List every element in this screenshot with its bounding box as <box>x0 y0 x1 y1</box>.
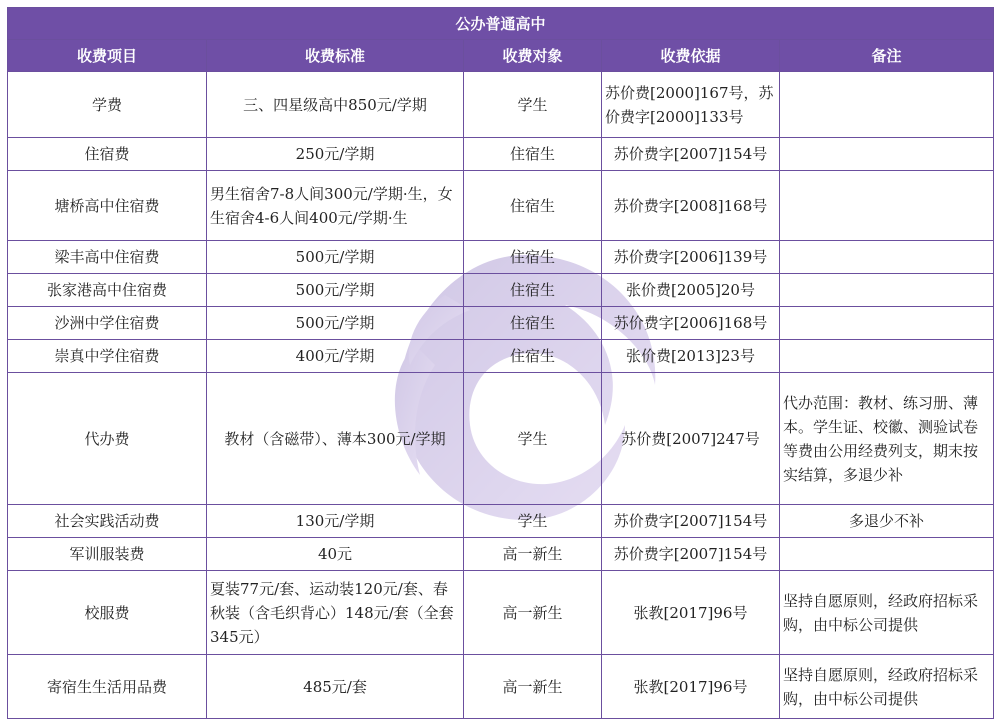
table-row <box>8 241 994 274</box>
cell-note <box>780 138 994 171</box>
cell-note: 代办范围：教材、练习册、薄本。学生证、校徽、测验试卷等费由公用经费列支，期末按实结算，多退少补 <box>780 373 994 505</box>
cell-target: 学生 <box>464 505 602 538</box>
cell-standard: 130元/学期 <box>207 505 464 538</box>
cell-item: 崇真中学住宿费 <box>8 340 207 373</box>
cell-standard: 三、四星级高中850元/学期 <box>207 72 464 138</box>
cell-basis: 苏价费字[2007]154号 <box>602 538 780 571</box>
cell-note <box>780 72 994 138</box>
cell-basis: 苏价费字[2006]168号 <box>602 307 780 340</box>
cell-note <box>780 538 994 571</box>
fee-table-container <box>7 7 993 719</box>
table-row <box>8 655 994 719</box>
cell-standard: 男生宿舍7-8人间300元/学期·生，女生宿舍4-6人间400元/学期·生 <box>207 171 464 241</box>
cell-note: 坚持自愿原则，经政府招标采购，由中标公司提供 <box>780 571 994 655</box>
cell-item: 塘桥高中住宿费 <box>8 171 207 241</box>
cell-basis: 苏价费字[2006]139号 <box>602 241 780 274</box>
cell-basis: 张教[2017]96号 <box>602 655 780 719</box>
cell-standard: 500元/学期 <box>207 241 464 274</box>
cell-standard: 250元/学期 <box>207 138 464 171</box>
cell-target: 住宿生 <box>464 171 602 241</box>
cell-basis: 苏价费[2007]247号 <box>602 373 780 505</box>
cell-standard: 500元/学期 <box>207 274 464 307</box>
cell-basis: 苏价费字[2007]154号 <box>602 505 780 538</box>
table-row <box>8 171 994 241</box>
cell-standard: 40元 <box>207 538 464 571</box>
table-body <box>8 72 994 719</box>
cell-basis: 苏价费字[2007]154号 <box>602 138 780 171</box>
cell-target: 住宿生 <box>464 340 602 373</box>
cell-item: 代办费 <box>8 373 207 505</box>
cell-target: 住宿生 <box>464 241 602 274</box>
cell-target: 住宿生 <box>464 307 602 340</box>
table-row <box>8 538 994 571</box>
cell-target: 高一新生 <box>464 571 602 655</box>
cell-item: 张家港高中住宿费 <box>8 274 207 307</box>
table-row <box>8 274 994 307</box>
cell-item: 住宿费 <box>8 138 207 171</box>
cell-note: 坚持自愿原则，经政府招标采购，由中标公司提供 <box>780 655 994 719</box>
cell-standard: 500元/学期 <box>207 307 464 340</box>
cell-item: 社会实践活动费 <box>8 505 207 538</box>
cell-standard: 485元/套 <box>207 655 464 719</box>
cell-item: 梁丰高中住宿费 <box>8 241 207 274</box>
cell-note: 多退少不补 <box>780 505 994 538</box>
header-item: 收费项目 <box>8 40 207 72</box>
cell-target: 高一新生 <box>464 655 602 719</box>
cell-standard: 夏装77元/套、运动装120元/套、春秋装（含毛织背心）148元/套（全套345元） <box>207 571 464 655</box>
table-row <box>8 307 994 340</box>
cell-target: 学生 <box>464 72 602 138</box>
table-row <box>8 138 994 171</box>
table-row <box>8 505 994 538</box>
cell-item: 军训服装费 <box>8 538 207 571</box>
table-row <box>8 571 994 655</box>
cell-basis: 张教[2017]96号 <box>602 571 780 655</box>
cell-target: 住宿生 <box>464 274 602 307</box>
header-row <box>8 40 994 72</box>
cell-note <box>780 307 994 340</box>
table-title: 公办普通高中 <box>8 8 994 40</box>
cell-target: 住宿生 <box>464 138 602 171</box>
cell-item: 寄宿生生活用品费 <box>8 655 207 719</box>
cell-standard: 教材（含磁带）、薄本300元/学期 <box>207 373 464 505</box>
header-note: 备注 <box>780 40 994 72</box>
table-row <box>8 340 994 373</box>
cell-item: 校服费 <box>8 571 207 655</box>
cell-target: 学生 <box>464 373 602 505</box>
header-standard: 收费标准 <box>207 40 464 72</box>
cell-note <box>780 340 994 373</box>
cell-note <box>780 274 994 307</box>
cell-basis: 张价费[2005]20号 <box>602 274 780 307</box>
cell-basis: 苏价费[2000]167号，苏价费字[2000]133号 <box>602 72 780 138</box>
cell-target: 高一新生 <box>464 538 602 571</box>
header-basis: 收费依据 <box>602 40 780 72</box>
cell-note <box>780 171 994 241</box>
cell-note <box>780 241 994 274</box>
header-target: 收费对象 <box>464 40 602 72</box>
cell-basis: 苏价费字[2008]168号 <box>602 171 780 241</box>
cell-item: 学费 <box>8 72 207 138</box>
table-row <box>8 373 994 505</box>
fee-table <box>7 7 994 719</box>
cell-basis: 张价费[2013]23号 <box>602 340 780 373</box>
table-row <box>8 72 994 138</box>
cell-item: 沙洲中学住宿费 <box>8 307 207 340</box>
cell-standard: 400元/学期 <box>207 340 464 373</box>
